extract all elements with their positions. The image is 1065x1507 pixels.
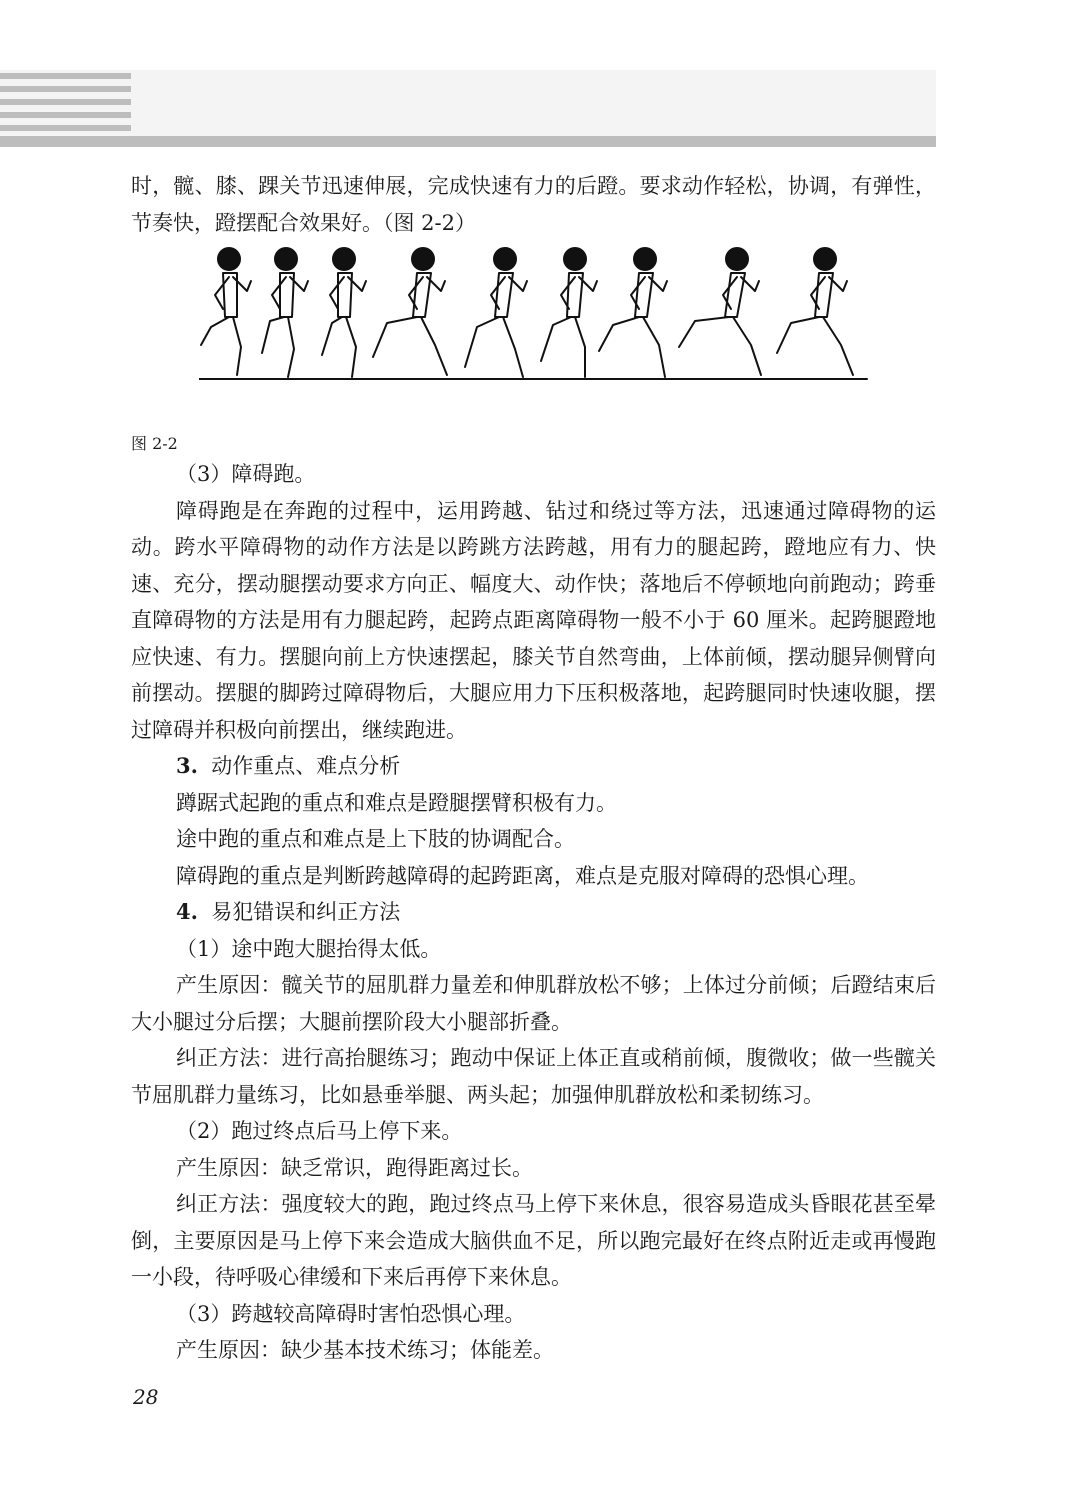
header-stripes bbox=[0, 73, 131, 138]
header-bar bbox=[0, 136, 936, 147]
page-content bbox=[131, 168, 936, 1369]
figure-running-sequence bbox=[131, 245, 936, 432]
section-heading bbox=[131, 894, 936, 931]
paragraph: 蹲踞式起跑的重点和难点是蹬腿摆臂积极有力。 bbox=[176, 790, 617, 815]
section-title: 动作重点、难点分析 bbox=[211, 754, 401, 778]
subsection-heading: （3）跨越较高障碍时害怕恐惧心理。 bbox=[176, 1301, 526, 1326]
runner-figure bbox=[777, 248, 853, 375]
subsection-heading: （1）途中跑大腿抬得太低。 bbox=[176, 936, 442, 961]
runner-figure bbox=[201, 248, 251, 375]
runner-figure bbox=[322, 248, 366, 377]
running-sequence-illustration bbox=[199, 245, 869, 385]
figure-caption: 图 2-2 bbox=[131, 434, 178, 453]
paragraph: 纠正方法：强度较大的跑，跑过终点马上停下来休息，很容易造成头昏眼花甚至晕倒，主要原因是马上停下来会造成大脑供血不足，所以跑完最好在终点附近走或再慢跑一小段，待呼吸心律缓和下来后再停下来休息。 bbox=[131, 1192, 936, 1289]
paragraph: 途中跑的重点和难点是上下肢的协调配合。 bbox=[176, 827, 575, 851]
section-number: 4. bbox=[176, 899, 198, 924]
subsection-heading: （2）跑过终点后马上停下来。 bbox=[176, 1119, 463, 1143]
section-heading bbox=[131, 748, 936, 785]
paragraph: 产生原因：缺乏常识，跑得距离过长。 bbox=[176, 1155, 533, 1180]
paragraph: 障碍跑的重点是判断跨越障碍的起跨距离，难点是克服对障碍的恐惧心理。 bbox=[176, 863, 869, 888]
runner-figure bbox=[599, 248, 667, 377]
runner-figure bbox=[541, 248, 597, 377]
runner-figure bbox=[373, 248, 447, 375]
paragraph: 时，髋、膝、踝关节迅速伸展，完成快速有力的后蹬。要求动作轻松，协调，有弹性，节奏快，蹬摆配合效果好。（图 2-2） bbox=[131, 174, 936, 235]
paragraph: 产生原因：髋关节的屈肌群力量差和伸肌群放松不够；上体过分前倾；后蹬结束后大小腿过分后摆；大腿前摆阶段大小腿部折叠。 bbox=[131, 973, 936, 1034]
paragraph: 纠正方法：进行高抬腿练习；跑动中保证上体正直或稍前倾，腹微收；做一些髋关节屈肌群力量练习，比如悬垂举腿、两头起；加强伸肌群放松和柔韧练习。 bbox=[131, 1046, 936, 1107]
runner-figure bbox=[262, 248, 308, 377]
section-number: 3. bbox=[176, 753, 198, 778]
paragraph: 障碍跑是在奔跑的过程中，运用跨越、钻过和绕过等方法，迅速通过障碍物的运动。跨水平障碍物的动作方法是以跨跳方法跨越，用有力的腿起跨，蹬地应有力、快速、充分，摆动腿摆动要求方向正、幅度大、动作快；落地后不停顿地向前跑动；跨垂直障碍物的方法是用有力腿起跨，起跨点距离障碍物一般不小于 60 厘米。起跨腿蹬地应快速、有力。摆腿向前上方快速摆起，膝关节自然弯曲，上体前倾，摆动腿异侧臂向前摆动。摆腿的脚跨过障碍物后，大腿应用力下压积极落地，起跨腿同时快速收腿，摆过障碍并积极向前摆出，继续跑进。 bbox=[131, 498, 936, 742]
runner-figure bbox=[679, 248, 761, 375]
section-title: 易犯错误和纠正方法 bbox=[211, 900, 401, 924]
paragraph: 产生原因：缺少基本技术练习；体能差。 bbox=[176, 1338, 554, 1362]
page-number: 28 bbox=[133, 1385, 159, 1409]
subsection-heading: （3）障碍跑。 bbox=[176, 462, 316, 486]
runner-figure bbox=[465, 248, 527, 377]
